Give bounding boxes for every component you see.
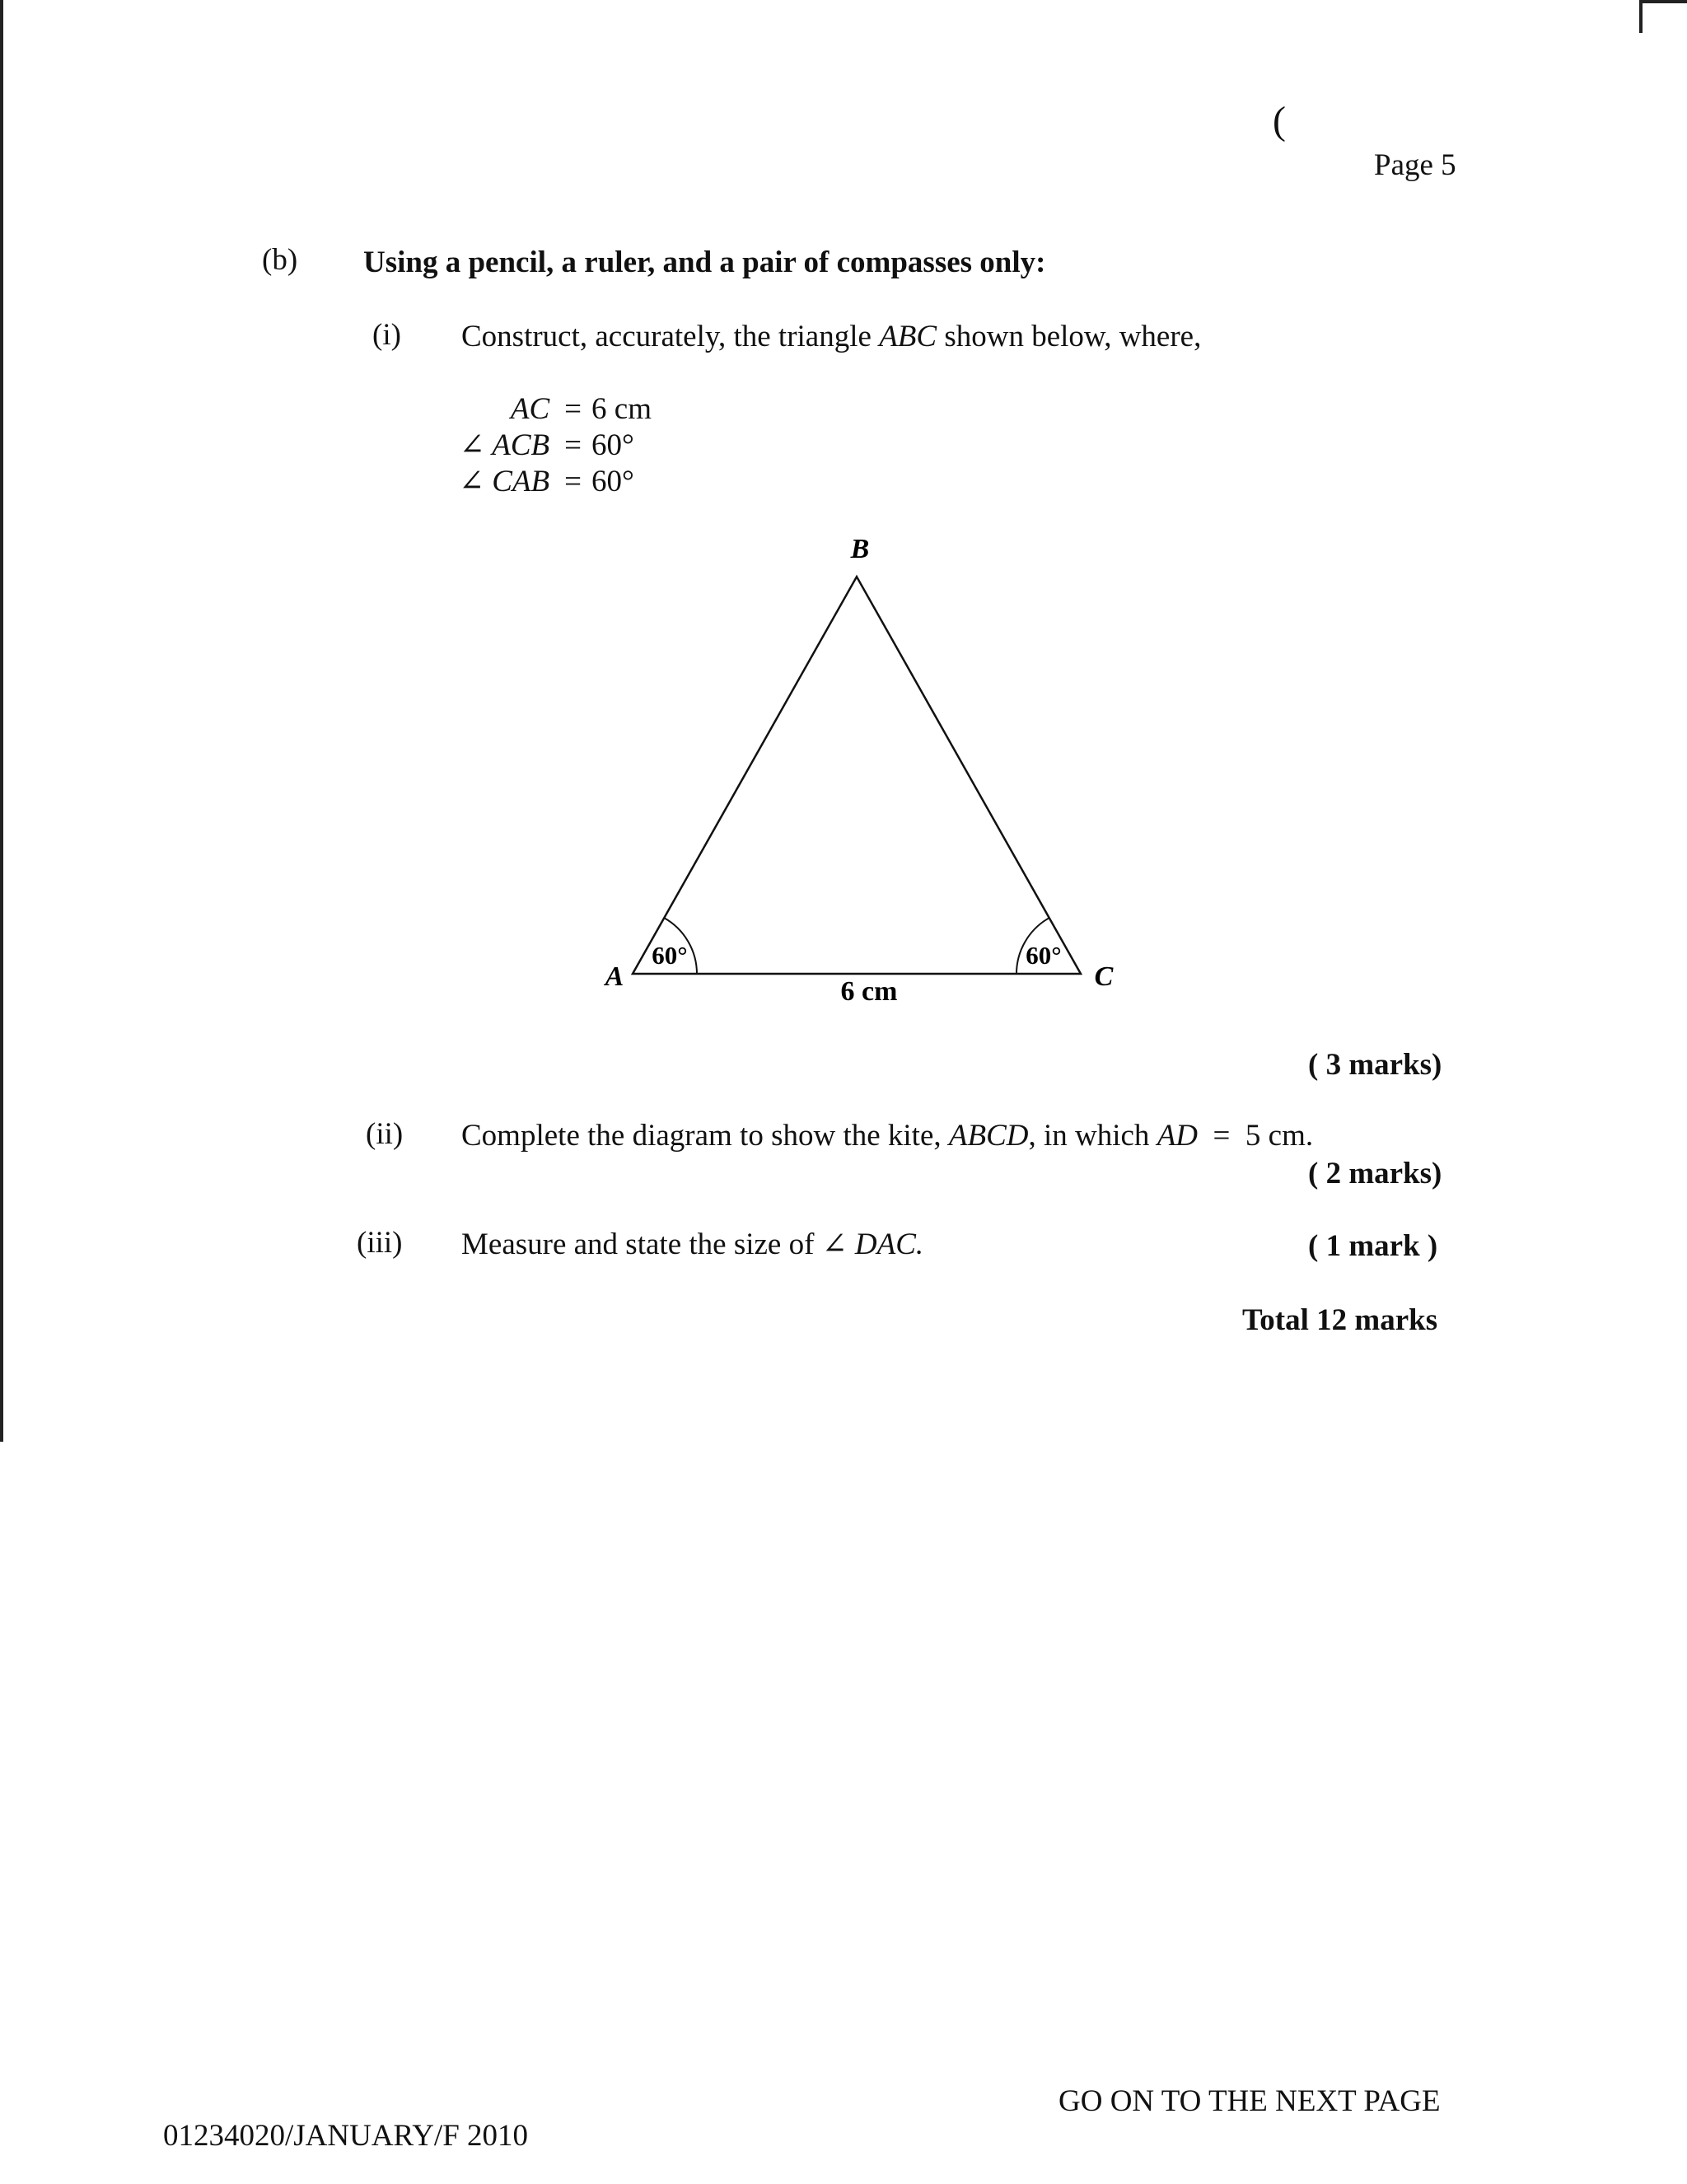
vertex-label-c: C bbox=[1094, 961, 1114, 992]
angle-label-c: 60° bbox=[1026, 941, 1062, 970]
part-ii-equals: = bbox=[1213, 1119, 1231, 1153]
vertex-label-b: B bbox=[850, 534, 870, 564]
page-number: Page 5 bbox=[1374, 148, 1456, 182]
part-iii-text-before: Measure and state the size of bbox=[461, 1228, 822, 1261]
part-b-label: (b) bbox=[262, 243, 298, 277]
part-ii-label: (ii) bbox=[366, 1117, 404, 1151]
part-ii-marks: ( 2 marks) bbox=[1308, 1157, 1442, 1190]
given-eq: = bbox=[564, 465, 582, 498]
part-i-marks: ( 3 marks) bbox=[1308, 1048, 1442, 1082]
given-rhs: 60° bbox=[591, 465, 634, 498]
given-rhs: 60° bbox=[591, 428, 634, 462]
part-ii-text-mid: , in which bbox=[1028, 1119, 1157, 1153]
part-i-text-before: Construct, accurately, the triangle bbox=[461, 320, 880, 353]
part-iii-label: (iii) bbox=[357, 1226, 403, 1260]
part-ii-text-before: Complete the diagram to show the kite, bbox=[461, 1119, 949, 1153]
part-i-triangle-name: ABC bbox=[879, 320, 937, 353]
given-eq: = bbox=[564, 428, 582, 462]
stray-mark: ( bbox=[1273, 99, 1286, 143]
part-i-text-after: shown below, where, bbox=[937, 320, 1202, 353]
given-lhs: AC bbox=[510, 392, 550, 426]
part-iii-angle-name: ∠ DAC. bbox=[821, 1228, 924, 1261]
given-eq: = bbox=[564, 392, 582, 426]
vertex-label-a: A bbox=[605, 961, 624, 992]
part-ii-kite-name: ABCD bbox=[948, 1119, 1029, 1153]
base-length-label: 6 cm bbox=[840, 976, 898, 1007]
total-marks: Total 12 marks bbox=[1242, 1303, 1438, 1337]
part-ii-side-name: AD bbox=[1157, 1119, 1199, 1153]
triangle-abc bbox=[633, 577, 1081, 974]
go-on-next-page: GO ON TO THE NEXT PAGE bbox=[1058, 2084, 1441, 2118]
part-ii-text-after: 5 cm. bbox=[1245, 1119, 1314, 1153]
part-iii-marks: ( 1 mark ) bbox=[1308, 1229, 1438, 1263]
given-lhs: ∠ CAB bbox=[459, 465, 550, 498]
part-ii-question bbox=[461, 1120, 1313, 1151]
given-lhs: ∠ ACB bbox=[459, 428, 550, 462]
part-iii-question bbox=[461, 1229, 923, 1260]
paper-code: 01234020/JANUARY/F 2010 bbox=[163, 2119, 529, 2153]
angle-label-a: 60° bbox=[652, 941, 688, 970]
part-i-label: (i) bbox=[372, 318, 401, 352]
given-rhs: 6 cm bbox=[591, 392, 652, 426]
part-b-instruction: Using a pencil, a ruler, and a pair of compasses only: bbox=[363, 246, 1046, 279]
